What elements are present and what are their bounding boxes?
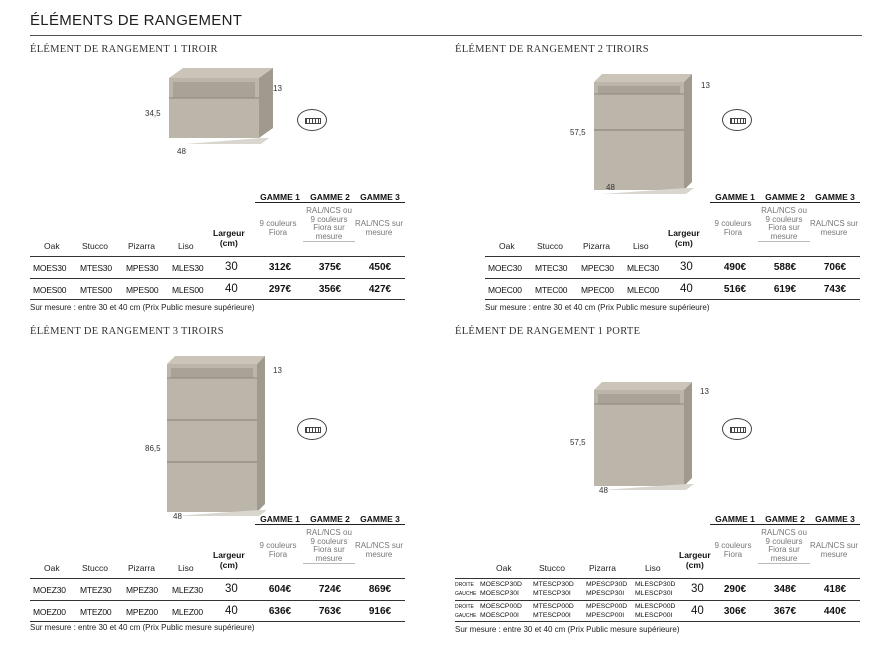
- side-labels: DROITE GAUCHE: [455, 604, 477, 619]
- price-gamme-1: 290€: [723, 584, 747, 595]
- cabinet-3-drawers-illustration: [163, 352, 273, 520]
- gamme-2-label: GAMME 2: [310, 514, 350, 524]
- table-row: [485, 256, 860, 278]
- code-pizarra: MPES30: [126, 263, 159, 273]
- gamme-3-label: GAMME 3: [360, 514, 400, 524]
- code-stucco: MTES30: [80, 263, 112, 273]
- price-gamme-1: 297€: [268, 284, 292, 295]
- col-largeur: Largeur (cm): [668, 228, 700, 248]
- note-sur-mesure: Sur mesure : entre 30 et 40 cm (Prix Public mesure supérieure): [455, 625, 680, 634]
- price-gamme-3: 427€: [368, 284, 392, 295]
- price-gamme-2: 367€: [773, 606, 797, 617]
- width-value: 40: [680, 283, 693, 295]
- col-largeur: Largeur (cm): [213, 550, 245, 570]
- note-sur-mesure: Sur mesure : entre 30 et 40 cm (Prix Public mesure supérieure): [30, 303, 255, 312]
- code-liso: MLES00: [172, 285, 204, 295]
- gamme-3-desc: RAL/NCS sur mesure: [809, 541, 858, 559]
- code-pizarra: MPEC30: [581, 263, 614, 273]
- code-stucco: MTEZ30: [80, 585, 112, 595]
- title-divider: [30, 35, 862, 36]
- code-liso: MLEC00: [627, 285, 659, 295]
- section-title: ÉLÉMENT DE RANGEMENT 3 TIROIRS: [30, 326, 224, 337]
- dim-depth: 48: [606, 183, 615, 192]
- price-gamme-3: 916€: [368, 606, 392, 617]
- gamme-2-desc: RAL/NCS ou 9 couleurs Fiora sur mesure: [758, 207, 810, 242]
- gamme-1-label: GAMME 1: [715, 192, 755, 202]
- note-sur-mesure: Sur mesure : entre 30 et 40 cm (Prix Public mesure supérieure): [485, 303, 710, 312]
- ruler-icon: [297, 109, 327, 131]
- code-oak: MOES30: [33, 263, 67, 273]
- gamme-2-label: GAMME 2: [310, 192, 350, 202]
- gamme-3-label: GAMME 3: [360, 192, 400, 202]
- col-oak: Oak: [44, 563, 60, 573]
- col-largeur: Largeur (cm): [679, 550, 711, 570]
- price-gamme-2: 375€: [318, 262, 342, 273]
- price-gamme-1: 604€: [268, 584, 292, 595]
- col-stucco: Stucco: [82, 563, 108, 573]
- ruler-icon: [722, 418, 752, 440]
- cabinet-1-drawer-illustration: [165, 64, 305, 154]
- price-gamme-3: 418€: [823, 584, 847, 595]
- code-stucco: MTESCP30D MTESCP30I: [533, 581, 574, 597]
- dim-depth: 48: [177, 147, 186, 156]
- code-liso: MLEZ00: [172, 607, 203, 617]
- code-stucco: MTEZ00: [80, 607, 112, 617]
- price-gamme-2: 356€: [318, 284, 342, 295]
- width-value: 30: [225, 583, 238, 595]
- dim-depth: 48: [599, 486, 608, 495]
- gamme-2-label: GAMME 2: [765, 514, 805, 524]
- code-liso: MLEC30: [627, 263, 659, 273]
- gamme-1-desc: 9 couleurs Fiora: [259, 219, 297, 237]
- note-sur-mesure: Sur mesure : entre 30 et 40 cm (Prix Public mesure supérieure): [30, 623, 255, 632]
- width-value: 30: [691, 583, 704, 595]
- price-gamme-2: 348€: [773, 584, 797, 595]
- col-liso: Liso: [178, 241, 194, 251]
- dim-height: 34,5: [145, 109, 161, 118]
- gamme-1-label: GAMME 1: [715, 514, 755, 524]
- width-value: 30: [680, 261, 693, 273]
- code-stucco: MTES00: [80, 285, 112, 295]
- gamme-3-label: GAMME 3: [815, 192, 855, 202]
- dim-height: 57,5: [570, 128, 586, 137]
- gamme-2-desc: RAL/NCS ou 9 couleurs Fiora sur mesure: [303, 529, 355, 564]
- col-pizarra: Pizarra: [589, 563, 616, 573]
- code-pizarra: MPES00: [126, 285, 159, 295]
- price-gamme-3: 869€: [368, 584, 392, 595]
- table-row: [485, 278, 860, 300]
- code-stucco: MTEC00: [535, 285, 568, 295]
- section-2-tiroirs: [455, 44, 858, 349]
- price-gamme-1: 306€: [723, 606, 747, 617]
- col-oak: Oak: [499, 241, 515, 251]
- col-pizarra: Pizarra: [128, 241, 155, 251]
- code-liso: MLEZ30: [172, 585, 203, 595]
- code-stucco: MTESCP00D MTESCP00I: [533, 603, 574, 619]
- dim-top: 13: [701, 81, 710, 90]
- gamme-1-desc: 9 couleurs Fiora: [714, 219, 752, 237]
- gamme-3-desc: RAL/NCS sur mesure: [354, 541, 403, 559]
- code-pizarra: MPEZ00: [126, 607, 158, 617]
- price-gamme-3: 450€: [368, 262, 392, 273]
- dim-top: 13: [273, 84, 282, 93]
- code-oak: MOES00: [33, 285, 67, 295]
- table-row: [455, 600, 860, 622]
- cabinet-2-drawers-illustration: [590, 70, 700, 200]
- gamme-2-desc: RAL/NCS ou 9 couleurs Fiora sur mesure: [303, 207, 355, 242]
- price-gamme-3: 706€: [823, 262, 847, 273]
- gamme-2-desc: RAL/NCS ou 9 couleurs Fiora sur mesure: [758, 529, 810, 564]
- gamme-header: [255, 192, 405, 203]
- table-row: [455, 578, 860, 600]
- code-oak: MOEC30: [488, 263, 522, 273]
- code-oak: MOEC00: [488, 285, 522, 295]
- side-labels: DROITE GAUCHE: [455, 582, 477, 597]
- table-row: [30, 600, 405, 622]
- gamme-1-desc: 9 couleurs Fiora: [714, 541, 752, 559]
- code-stucco: MTEC30: [535, 263, 568, 273]
- code-pizarra: MPESCP00D MPESCP00I: [586, 603, 628, 619]
- dim-depth: 48: [173, 512, 182, 521]
- gamme-1-desc: 9 couleurs Fiora: [259, 541, 297, 559]
- col-stucco: Stucco: [539, 563, 565, 573]
- code-pizarra: MPEZ30: [126, 585, 158, 595]
- col-oak: Oak: [496, 563, 512, 573]
- col-liso: Liso: [633, 241, 649, 251]
- width-value: 40: [225, 605, 238, 617]
- col-largeur: Largeur (cm): [213, 228, 245, 248]
- gamme-header: [710, 192, 860, 203]
- section-1-tiroir: [30, 44, 410, 349]
- width-value: 40: [225, 283, 238, 295]
- code-oak: MOEZ00: [33, 607, 66, 617]
- gamme-1-label: GAMME 1: [260, 192, 300, 202]
- section-1-porte: [455, 326, 858, 634]
- table-row: [30, 278, 405, 300]
- code-liso: MLES30: [172, 263, 204, 273]
- gamme-3-label: GAMME 3: [815, 514, 855, 524]
- gamme-header: [710, 514, 860, 525]
- page-title: ÉLÉMENTS DE RANGEMENT: [30, 12, 243, 29]
- section-title: ÉLÉMENT DE RANGEMENT 1 TIROIR: [30, 44, 218, 55]
- dim-height: 57,5: [570, 438, 586, 447]
- gamme-3-desc: RAL/NCS sur mesure: [809, 219, 858, 237]
- price-gamme-1: 312€: [268, 262, 292, 273]
- price-gamme-2: 588€: [773, 262, 797, 273]
- dim-top: 13: [273, 366, 282, 375]
- price-gamme-2: 724€: [318, 584, 342, 595]
- table-row: [30, 256, 405, 278]
- price-gamme-3: 743€: [823, 284, 847, 295]
- col-pizarra: Pizarra: [583, 241, 610, 251]
- col-pizarra: Pizarra: [128, 563, 155, 573]
- code-pizarra: MPESCP30D MPESCP30I: [586, 581, 628, 597]
- dim-top: 13: [700, 387, 709, 396]
- ruler-icon: [297, 418, 327, 440]
- gamme-2-label: GAMME 2: [765, 192, 805, 202]
- cabinet-1-door-illustration: [590, 378, 700, 498]
- gamme-1-label: GAMME 1: [260, 514, 300, 524]
- code-liso: MLESCP00D MLESCP00I: [635, 603, 676, 619]
- price-gamme-2: 763€: [318, 606, 342, 617]
- code-liso: MLESCP30D MLESCP30I: [635, 581, 676, 597]
- code-oak: MOESCP30D MOESCP30I: [480, 581, 522, 597]
- width-value: 30: [225, 261, 238, 273]
- gamme-3-desc: RAL/NCS sur mesure: [354, 219, 403, 237]
- dim-height: 86,5: [145, 444, 161, 453]
- price-gamme-1: 636€: [268, 606, 292, 617]
- col-oak: Oak: [44, 241, 60, 251]
- ruler-icon: [722, 109, 752, 131]
- code-oak: MOESCP00D MOESCP00I: [480, 603, 522, 619]
- col-liso: Liso: [178, 563, 194, 573]
- price-gamme-1: 490€: [723, 262, 747, 273]
- table-row: [30, 578, 405, 600]
- width-value: 40: [691, 605, 704, 617]
- price-gamme-1: 516€: [723, 284, 747, 295]
- section-3-tiroirs: [30, 326, 410, 631]
- col-stucco: Stucco: [82, 241, 108, 251]
- code-pizarra: MPEC00: [581, 285, 614, 295]
- gamme-header: [255, 514, 405, 525]
- code-oak: MOEZ30: [33, 585, 66, 595]
- price-gamme-2: 619€: [773, 284, 797, 295]
- price-gamme-3: 440€: [823, 606, 847, 617]
- section-title: ÉLÉMENT DE RANGEMENT 1 PORTE: [455, 326, 641, 337]
- col-liso: Liso: [645, 563, 661, 573]
- section-title: ÉLÉMENT DE RANGEMENT 2 TIROIRS: [455, 44, 649, 55]
- col-stucco: Stucco: [537, 241, 563, 251]
